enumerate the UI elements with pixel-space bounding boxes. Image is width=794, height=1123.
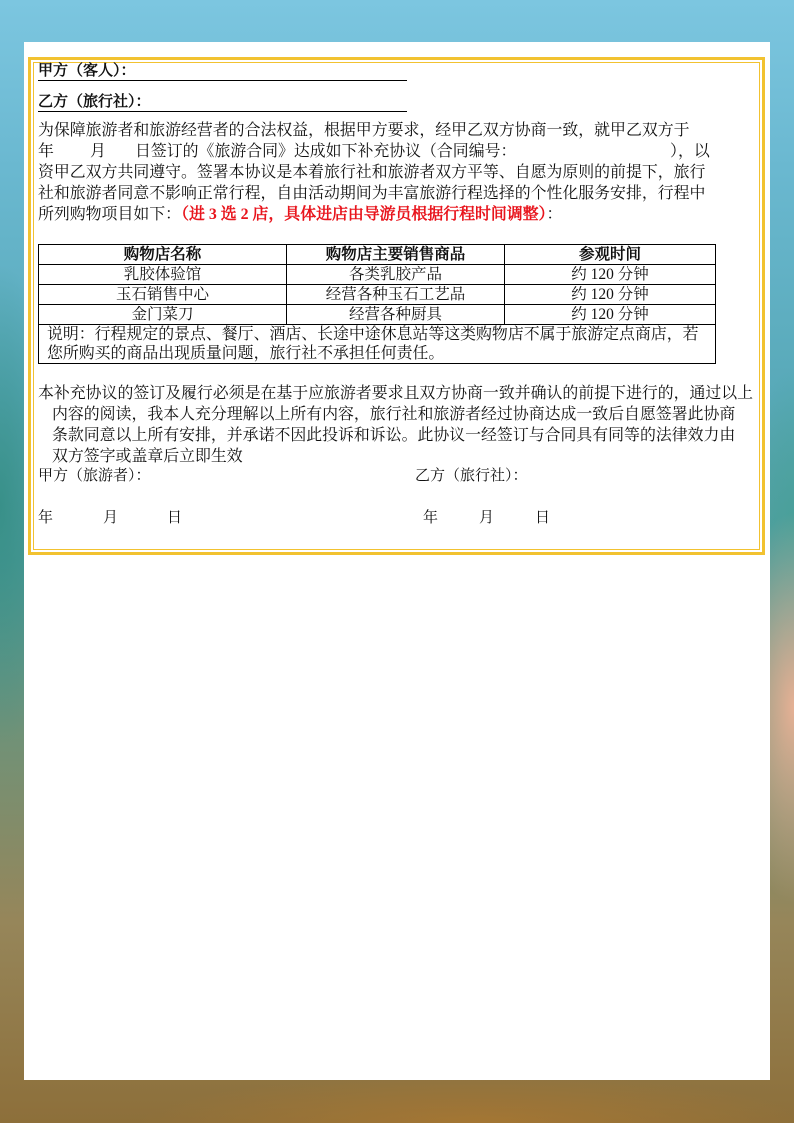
- contract-date-year: 年: [38, 143, 54, 160]
- intro-line: [38, 141, 758, 162]
- table-cell-main-goods: 经营各种厨具: [287, 305, 505, 325]
- table-row: [39, 265, 716, 285]
- table-row: [39, 305, 716, 325]
- contract-date-month: 月: [90, 143, 106, 160]
- table-header-shop-name: 购物店名称: [39, 245, 287, 265]
- party-a-date-month: 月: [103, 510, 119, 526]
- table-cell-shop-name: 玉石销售中心: [39, 285, 287, 305]
- intro-line: [38, 204, 758, 225]
- agreement-line: 条款同意以上所有安排，并承诺不因此投诉和诉讼。此协议一经签订与合同具有同等的法律效力由: [52, 427, 736, 444]
- shopping-items-intro: 所列购物项目如下：: [38, 206, 182, 223]
- table-cell-shop-name: 乳胶体验馆: [39, 265, 287, 285]
- intro-line: 社和旅游者同意不影响正常行程，自由活动期间为丰富旅游行程选择的个性化服务安排，行程中: [38, 185, 706, 202]
- party-a-customer-field: [38, 63, 407, 81]
- intro-line: 资甲乙双方共同遵守。签署本协议是本着旅行社和旅游者双方平等、自愿为原则的前提下，旅行: [38, 164, 706, 181]
- contract-number-tail: ），以: [670, 143, 710, 160]
- party-a-customer-label: 甲方（客人）：: [38, 63, 136, 79]
- party-b-date-year: 年: [423, 510, 439, 526]
- table-row: [39, 285, 716, 305]
- table-cell-main-goods: 各类乳胶产品: [287, 265, 505, 285]
- shopping-items-colon: ：: [546, 206, 563, 223]
- party-b-agency-signature-label: 乙方（旅行社）：: [415, 468, 528, 484]
- agreement-line: 双方签字或盖章后立即生效: [52, 448, 243, 465]
- table-cell-shop-name: 金门菜刀: [39, 305, 287, 325]
- shopping-table: [38, 244, 716, 364]
- party-b-date-day: 日: [535, 510, 551, 526]
- party-b-date-month: 月: [479, 510, 495, 526]
- table-cell-visit-time: 约 120 分钟: [505, 305, 716, 325]
- agreement-paragraph: [38, 383, 758, 467]
- table-cell-visit-time: 约 120 分钟: [505, 265, 716, 285]
- party-b-agency-field: [38, 94, 407, 112]
- intro-paragraph: [38, 120, 758, 225]
- shopping-rule-highlight: （进 3 选 2 店，具体进店由导游员根据行程时间调整）: [181, 206, 547, 223]
- contract-date-day-text: 日签订的《旅游合同》达成如下补充协议（合同编号：: [135, 143, 517, 160]
- table-header-row: [39, 245, 716, 265]
- agreement-line: 本补充协议的签订及履行必须是在基于应旅游者要求且双方协商一致并确认的前提下进行的，通过以上: [38, 385, 754, 402]
- party-a-tourist-signature-label: 甲方（旅游者）：: [38, 468, 151, 484]
- party-b-agency-label: 乙方（旅行社）：: [38, 94, 151, 110]
- table-note-row: [39, 325, 716, 364]
- party-a-date-day: 日: [167, 510, 183, 526]
- agreement-line: 内容的阅读，我本人充分理解以上所有内容，旅行社和旅游者经过协商达成一致后自愿签署此协商: [52, 406, 736, 423]
- intro-line: 为保障旅游者和旅游经营者的合法权益，根据甲方要求，经甲乙双方协商一致，就甲乙双方于: [38, 122, 690, 139]
- party-a-date-year: 年: [38, 510, 54, 526]
- table-header-main-goods: 购物店主要销售商品: [287, 245, 505, 265]
- table-cell-main-goods: 经营各种玉石工艺品: [287, 285, 505, 305]
- table-note: 说明：行程规定的景点、餐厅、酒店、长途中途休息站等这类购物店不属于旅游定点商店，若您所购买的商品出现质量问题，旅行社不承担任何责任。: [39, 325, 716, 364]
- table-cell-visit-time: 约 120 分钟: [505, 285, 716, 305]
- table-header-visit-time: 参观时间: [505, 245, 716, 265]
